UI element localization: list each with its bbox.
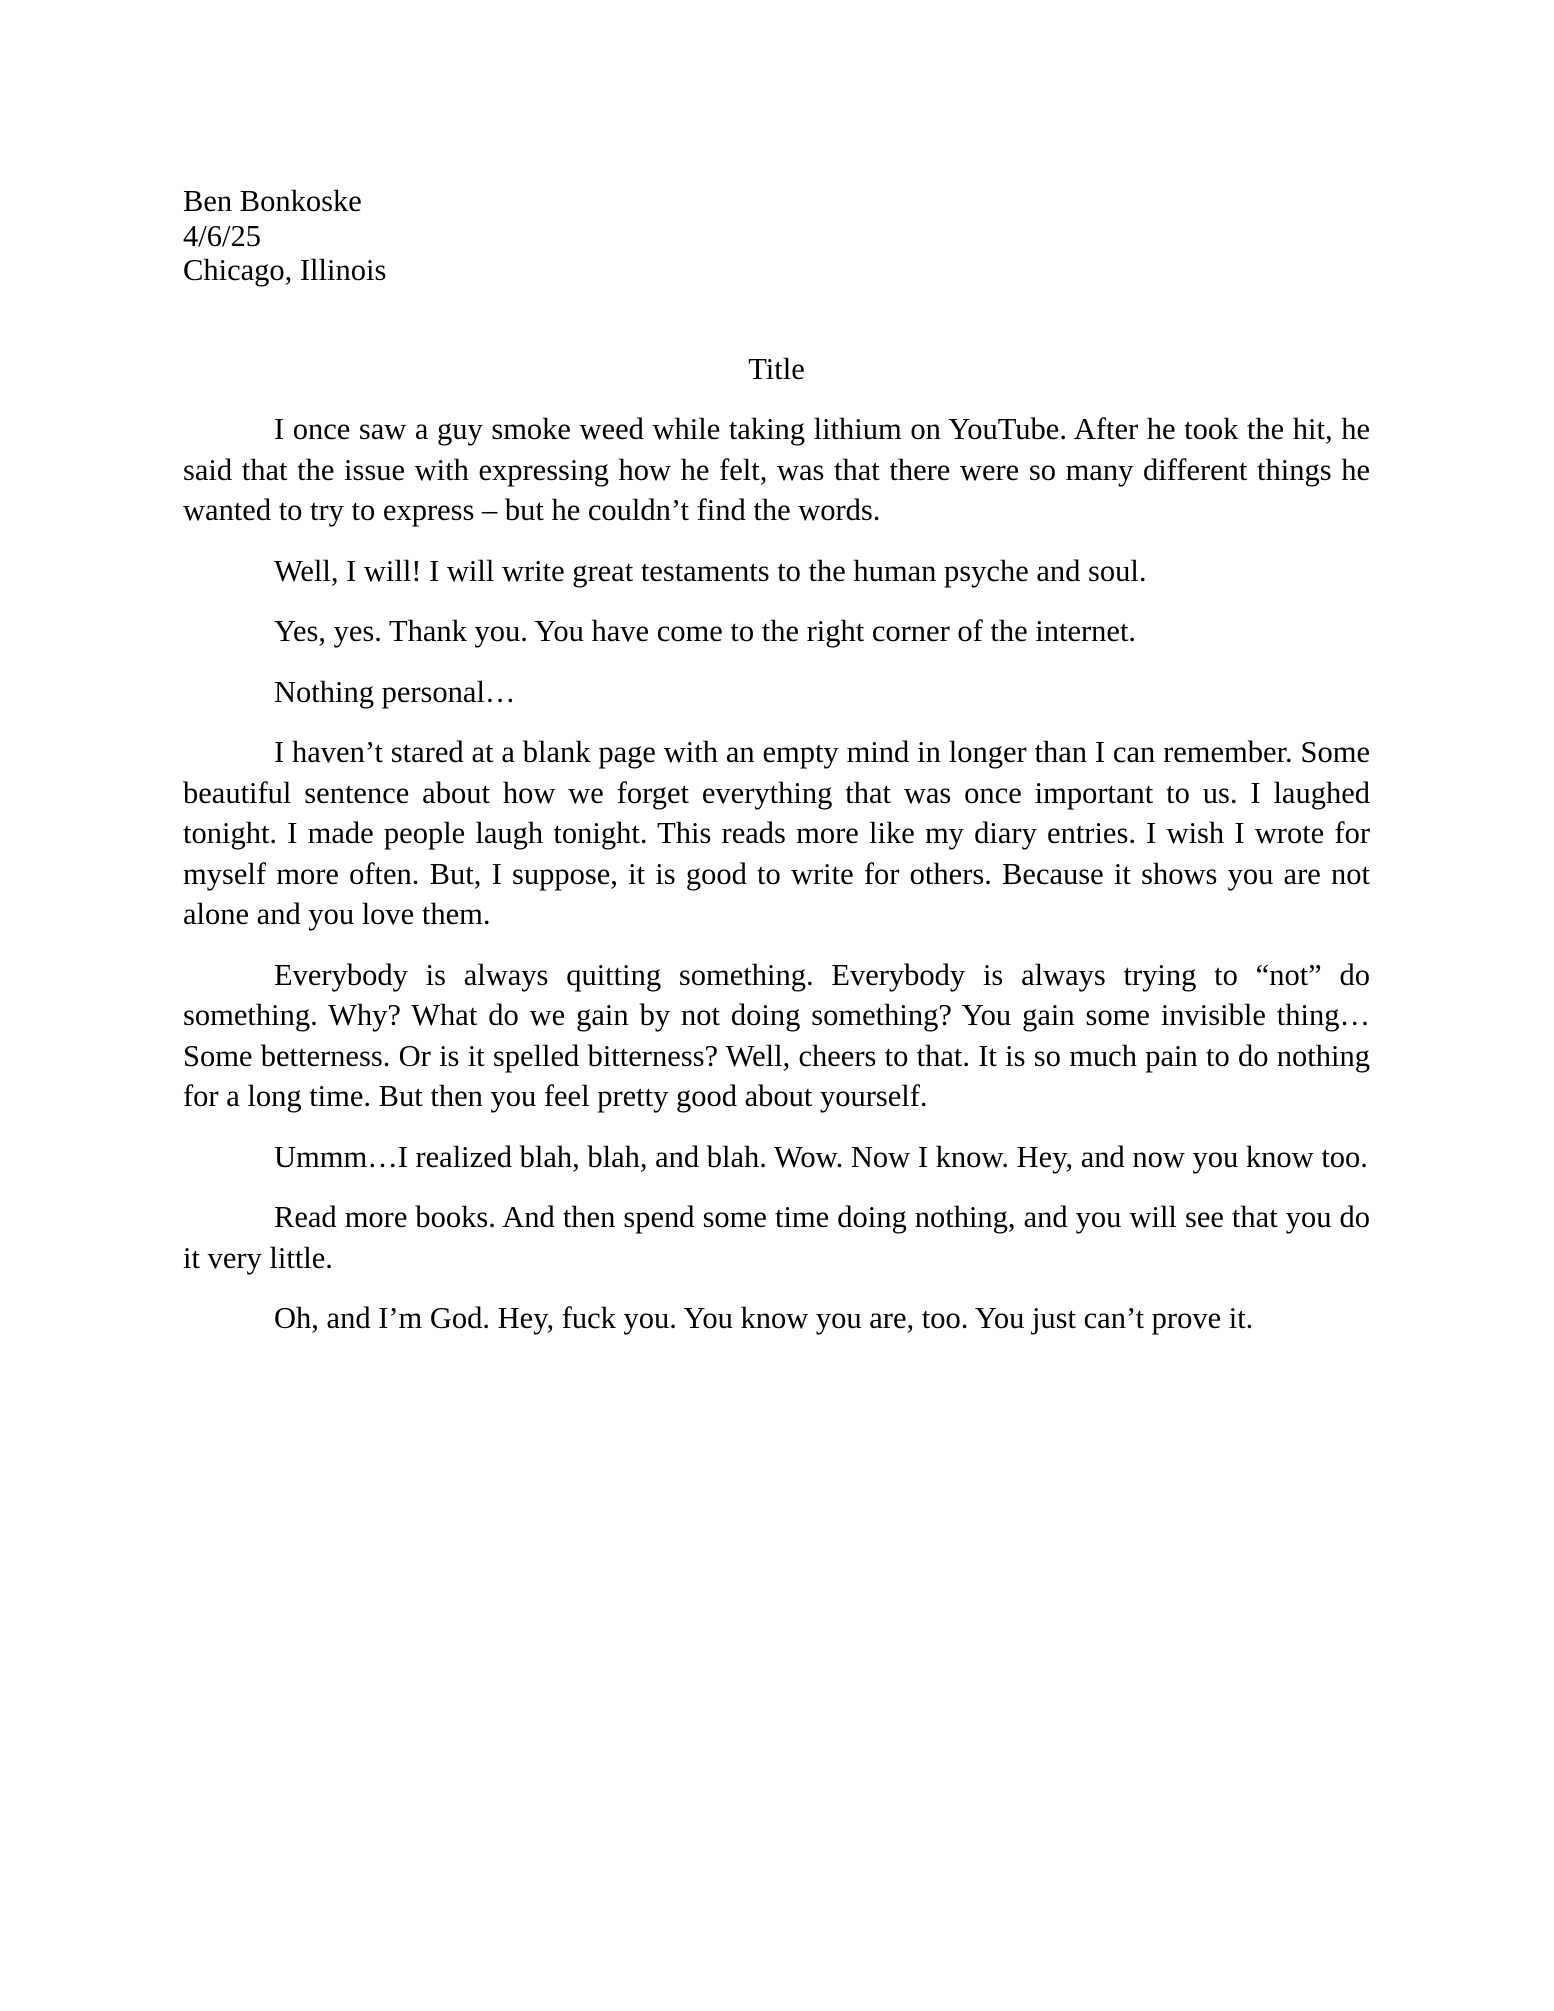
paragraph: Yes, yes. Thank you. You have come to the right corner of the internet. <box>274 614 1137 648</box>
paragraph: Well, I will! I will write great testaments to the human psyche and soul. <box>274 553 1147 588</box>
document-date: 4/6/25 <box>183 218 261 253</box>
document-title: Title <box>748 352 805 386</box>
paragraph: Nothing personal… <box>274 674 516 709</box>
document-header <box>183 184 783 288</box>
paragraph: Read more books. And then spend some time doing nothing, and you will see that you do it very little. <box>183 1200 1370 1275</box>
paragraph: I once saw a guy smoke weed while taking lithium on YouTube. After he took the hit, he said that the issue with expressing how he felt, was that there were so many different things he wanted to try to express – but he couldn’t find the words. <box>183 412 1370 527</box>
author-name: Ben Bonkoske <box>183 184 362 218</box>
document-body <box>183 409 1370 1359</box>
paragraph: Oh, and I’m God. Hey, fuck you. You know you are, too. You just can’t prove it. <box>274 1301 1254 1335</box>
paragraph: Everybody is always quitting something. Everybody is always trying to “not” do something. Why? What do we gain by not doing something? You gain some invisible thing…Some betterness. Or is it spelled bitterness? Well, cheers to that. It is so much pain to do nothing for a long time. But then you feel pretty good about yourself. <box>183 957 1370 1113</box>
paragraph: I haven’t stared at a blank page with an empty mind in longer than I can remember. Some beautiful sentence about how we forget everything that was once important to us. I laughed tonight. I made people laugh tonight. This reads more like my diary entries. I wish I wrote for myself more often. But, I suppose, it is good to write for others. Because it shows you are not alone and you love them. <box>183 735 1370 931</box>
paragraph: Ummm…I realized blah, blah, and blah. Wow. Now I know. Hey, and now you know too. <box>274 1139 1368 1174</box>
document-location: Chicago, Illinois <box>183 253 387 287</box>
